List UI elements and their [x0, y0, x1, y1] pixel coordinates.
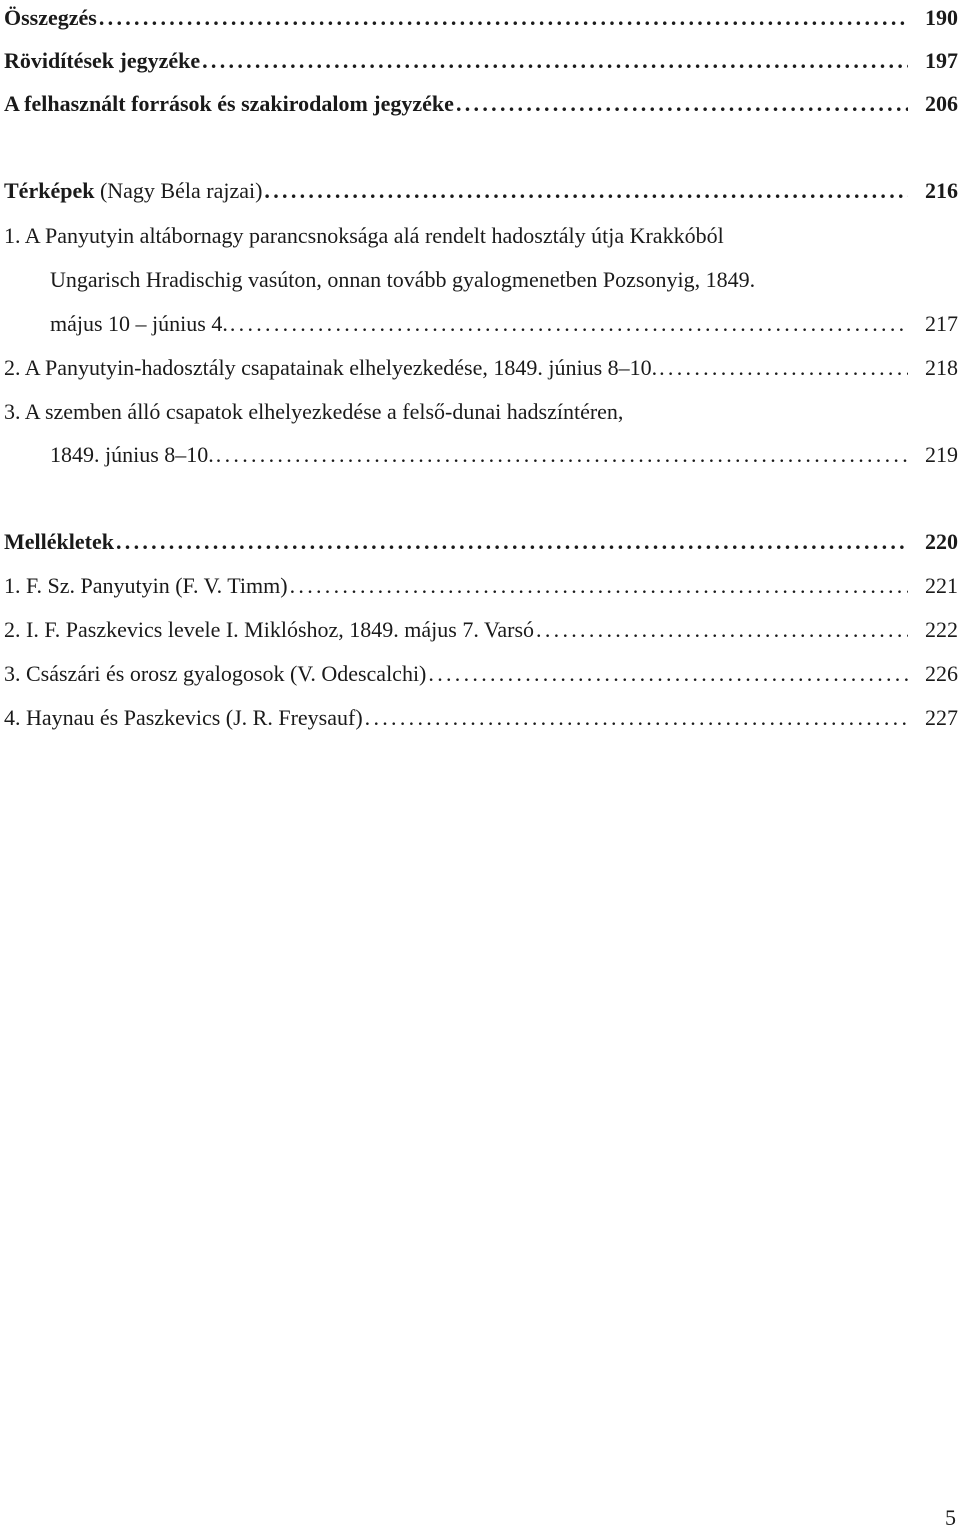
toc-entry-page: 227	[925, 705, 958, 730]
toc-entry-map3-line1[interactable]: 3. A szemben álló csapatok elhelyezkedése a felső-dunai hadszíntéren,	[4, 399, 624, 424]
toc-entry-page: 206	[925, 91, 958, 116]
toc-entry-page: 218	[925, 355, 958, 380]
toc-entry-page: 221	[925, 573, 958, 598]
leader-dots	[216, 441, 908, 469]
toc-entry-map3[interactable]	[50, 441, 958, 469]
toc-entry-roviditesek[interactable]	[4, 47, 958, 75]
leader-dots	[365, 704, 908, 732]
leader-dots	[264, 177, 908, 205]
toc-entry-page: 216	[925, 178, 958, 203]
toc-entry-page: 222	[925, 617, 958, 642]
toc-entry-title: május 10 – június 4.	[50, 311, 228, 336]
leader-dots	[202, 47, 908, 75]
page-number: 5	[945, 1505, 956, 1530]
toc-entry-title: Mellékletek	[4, 529, 114, 554]
toc-entry-title: Térképek (Nagy Béla rajzai)	[4, 178, 263, 203]
leader-dots	[99, 4, 908, 32]
leader-dots	[456, 90, 908, 118]
toc-entry-title: Rövidítések jegyzéke	[4, 48, 201, 73]
toc-entry-page: 226	[925, 661, 958, 686]
toc-entry-title: A felhasznált források és szakirodalom jegyzéke	[4, 91, 454, 116]
leader-dots	[116, 528, 908, 556]
toc-entry-attachment-4[interactable]	[4, 704, 958, 732]
toc-entry-map2[interactable]	[4, 354, 958, 382]
toc-entry-page: 219	[925, 442, 958, 467]
toc-entry-title: Összegzés	[4, 5, 97, 30]
toc-entry-map1-line2[interactable]: Ungarisch Hradischig vasúton, onnan tovább gyalogmenetben Pozsonyig, 1849.	[50, 267, 756, 292]
toc-entry-page: 190	[925, 5, 958, 30]
leader-dots	[428, 660, 908, 688]
toc-entry-attachment-2[interactable]	[4, 616, 958, 644]
toc-entry-title: 1849. június 8–10.	[50, 442, 214, 467]
toc-entry-map1[interactable]	[50, 310, 958, 338]
toc-entry-title: 2. I. F. Paszkevics levele I. Miklóshoz, 1849. május 7. Varsó	[4, 617, 535, 642]
toc-entry-title: 3. Császári és orosz gyalogosok (V. Odescalchi)	[4, 661, 427, 686]
toc-entry-attachment-3[interactable]	[4, 660, 958, 688]
leader-dots	[659, 354, 908, 382]
toc-entry-page: 217	[925, 311, 958, 336]
toc-entry-page: 220	[925, 529, 958, 554]
toc-entry-title: 2. A Panyutyin-hadosztály csapatainak elhelyezkedése, 1849. június 8–10.	[4, 355, 658, 380]
leader-dots	[536, 616, 908, 644]
leader-dots	[230, 310, 908, 338]
toc-entry-mellekletek[interactable]	[4, 528, 958, 556]
toc-entry-osszegzes[interactable]	[4, 4, 958, 32]
toc-entry-attachment-1[interactable]	[4, 572, 958, 600]
toc-entry-terkepek[interactable]	[4, 177, 958, 205]
toc-entry-map1-line1[interactable]: 1. A Panyutyin altábornagy parancsnoksága alá rendelt hadosztály útja Krakkóból	[4, 223, 724, 248]
toc-entry-title: 1. F. Sz. Panyutyin (F. V. Timm)	[4, 573, 288, 598]
toc-entry-forrasok[interactable]	[4, 90, 958, 118]
toc-entry-page: 197	[925, 48, 958, 73]
leader-dots	[290, 572, 908, 600]
toc-entry-title: 4. Haynau és Paszkevics (J. R. Freysauf)	[4, 705, 363, 730]
